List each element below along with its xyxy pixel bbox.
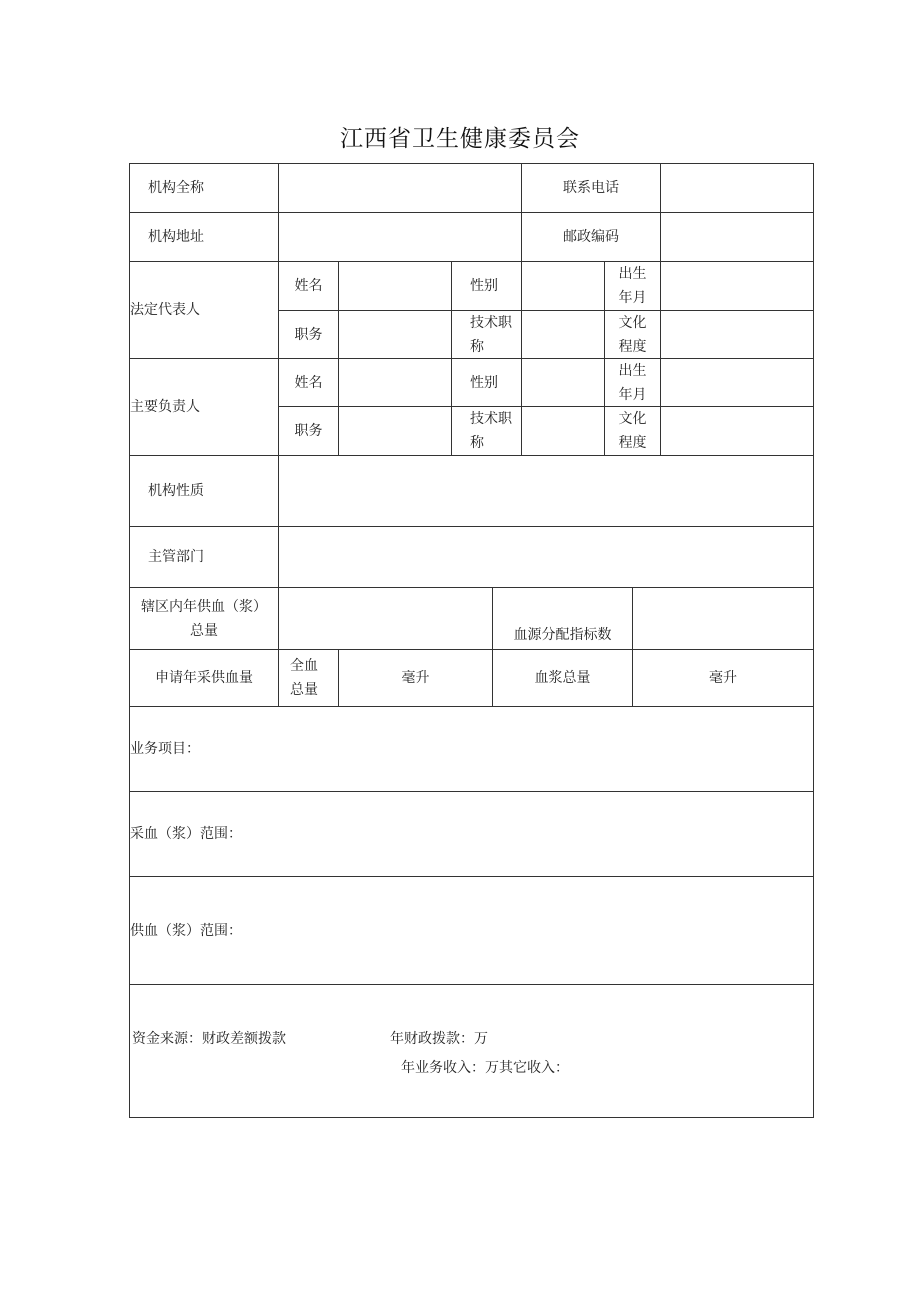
label-whole-blood-total bbox=[278, 649, 339, 707]
label-education-line1: 文化 bbox=[618, 314, 647, 331]
label-blood-source-quota: 血源分配指标数 bbox=[513, 627, 612, 643]
label-name: 姓名 bbox=[278, 358, 339, 407]
org-address-field[interactable] bbox=[278, 212, 522, 262]
label-tech-title-line2: 称 bbox=[470, 435, 484, 451]
supply-scope-field[interactable] bbox=[129, 876, 814, 985]
label-education bbox=[604, 310, 661, 359]
label-org-full-name: 机构全称 bbox=[129, 163, 279, 213]
label-tech-title-line1: 技术职 bbox=[470, 411, 512, 427]
label-birth-date bbox=[604, 358, 661, 407]
label-post: 职务 bbox=[278, 310, 339, 359]
plasma-ml-field[interactable]: 毫升 bbox=[632, 649, 814, 707]
legal-rep-name-field[interactable] bbox=[338, 261, 452, 311]
postcode-field[interactable] bbox=[660, 212, 814, 262]
legal-rep-birth-field[interactable] bbox=[660, 261, 814, 311]
label-gender: 性别 bbox=[451, 358, 522, 407]
blood-source-quota-field[interactable] bbox=[632, 587, 814, 650]
label-tech-title-line1: 技术职 bbox=[470, 314, 512, 331]
label-tech-title bbox=[451, 310, 522, 359]
legal-rep-education-field[interactable] bbox=[660, 310, 814, 359]
leader-gender-field[interactable] bbox=[521, 358, 605, 407]
leader-name-field[interactable] bbox=[338, 358, 452, 407]
label-postcode: 邮政编码 bbox=[521, 212, 661, 262]
label-whole-blood-line1: 全血 bbox=[290, 658, 318, 674]
label-education-line2: 程度 bbox=[618, 435, 647, 451]
funding-source-cell[interactable] bbox=[129, 984, 814, 1118]
supervisor-dept-field[interactable] bbox=[278, 526, 814, 588]
label-fiscal-allocation: 年财政拨款：万 bbox=[390, 1031, 488, 1047]
label-plasma-total: 血浆总量 bbox=[492, 649, 633, 707]
label-org-address: 机构地址 bbox=[129, 212, 279, 262]
label-supply-scope: 供血（浆）范围： bbox=[130, 922, 242, 939]
business-items-field[interactable] bbox=[129, 706, 814, 792]
label-annual-supply-line2: 总量 bbox=[190, 622, 218, 639]
whole-blood-ml-field[interactable]: 毫升 bbox=[338, 649, 493, 707]
label-education-line1: 文化 bbox=[618, 411, 647, 427]
label-legal-representative: 法定代表人 bbox=[129, 261, 279, 359]
leader-birth-field[interactable] bbox=[660, 358, 814, 407]
legal-rep-post-field[interactable] bbox=[338, 310, 452, 359]
phone-field[interactable] bbox=[660, 163, 814, 213]
page-title: 江西省卫生健康委员会 bbox=[340, 126, 580, 152]
label-birth-line2: 年月 bbox=[618, 386, 647, 403]
leader-post-field[interactable] bbox=[338, 406, 452, 456]
leader-education-field[interactable] bbox=[660, 406, 814, 456]
label-org-nature: 机构性质 bbox=[129, 455, 279, 527]
label-blood-source-quota-cell bbox=[492, 587, 633, 650]
label-birth-line1: 出生 bbox=[618, 266, 647, 282]
label-supervisor-dept: 主管部门 bbox=[129, 526, 279, 588]
org-nature-field[interactable] bbox=[278, 455, 814, 527]
label-annual-supply-line1: 辖区内年供血（浆） bbox=[141, 598, 267, 615]
label-education-line2: 程度 bbox=[618, 338, 647, 355]
label-birth-line2: 年月 bbox=[618, 290, 647, 306]
annual-supply-total-field[interactable] bbox=[278, 587, 493, 650]
label-main-leader: 主要负责人 bbox=[129, 358, 279, 456]
label-business-items: 业务项目： bbox=[130, 741, 200, 757]
label-education bbox=[604, 406, 661, 456]
org-full-name-field[interactable] bbox=[278, 163, 522, 213]
label-whole-blood-line2: 总量 bbox=[290, 682, 318, 698]
label-tech-title bbox=[451, 406, 522, 456]
label-name: 姓名 bbox=[278, 261, 339, 311]
label-phone: 联系电话 bbox=[521, 163, 661, 213]
collection-scope-field[interactable] bbox=[129, 791, 814, 877]
legal-rep-tech-title-field[interactable] bbox=[521, 310, 605, 359]
label-apply-volume: 申请年采供血量 bbox=[129, 649, 279, 707]
label-birth-date bbox=[604, 261, 661, 311]
label-gender: 性别 bbox=[451, 261, 522, 311]
label-collection-scope: 采血（浆）范围： bbox=[130, 826, 242, 842]
label-post: 职务 bbox=[278, 406, 339, 456]
label-business-income: 年业务收入：万其它收入： bbox=[401, 1060, 569, 1076]
label-birth-line1: 出生 bbox=[618, 362, 647, 379]
label-funding-source: 资金来源：财政差额拨款 bbox=[132, 1031, 286, 1047]
legal-rep-gender-field[interactable] bbox=[521, 261, 605, 311]
leader-tech-title-field[interactable] bbox=[521, 406, 605, 456]
label-annual-supply-total bbox=[129, 587, 279, 650]
label-tech-title-line2: 称 bbox=[470, 338, 484, 355]
